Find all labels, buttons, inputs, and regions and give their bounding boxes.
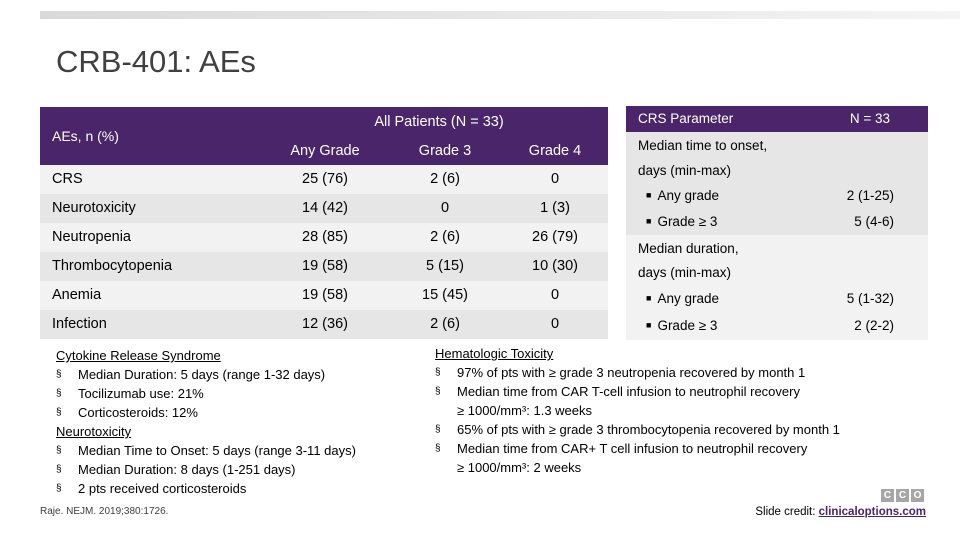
list-item-text: 2 pts received corticosteroids bbox=[78, 481, 247, 496]
col-header-grade-4: Grade 4 bbox=[528, 143, 582, 159]
list-item-text: 65% of pts with ≥ grade 3 thrombocytopenia recovered by month 1 bbox=[457, 422, 840, 437]
top-decorative-bar bbox=[40, 11, 960, 19]
credit-label: Slide credit: bbox=[755, 506, 819, 518]
crs-onset-any-value: 2 (1-25) bbox=[846, 188, 894, 203]
bullet-icon: § bbox=[435, 424, 441, 435]
table-cell: 1 (3) bbox=[540, 200, 570, 216]
crs-duration-g3 bbox=[646, 318, 717, 333]
bullet-icon: § bbox=[435, 386, 441, 397]
table-cell: 26 (79) bbox=[532, 229, 578, 245]
list-item bbox=[435, 439, 840, 458]
crs-onset-any bbox=[646, 188, 719, 203]
table-cell: 25 (76) bbox=[302, 171, 348, 187]
bullet-icon: § bbox=[56, 464, 62, 475]
ae-row-header: AEs, n (%) bbox=[52, 128, 119, 144]
list-item bbox=[435, 363, 840, 382]
table-cell: 5 (15) bbox=[426, 258, 464, 274]
logo-letter: C bbox=[881, 489, 894, 502]
crs-onset-g3-label: Grade ≥ 3 bbox=[657, 214, 718, 229]
table-row bbox=[40, 223, 608, 252]
table-cell: 0 bbox=[550, 316, 560, 332]
bullet-icon: § bbox=[435, 443, 441, 454]
table-cell: 15 (45) bbox=[422, 287, 468, 303]
crs-duration-any-value: 5 (1-32) bbox=[846, 291, 894, 306]
table-row bbox=[40, 281, 608, 310]
credit-link[interactable]: clinicaloptions.com bbox=[818, 506, 926, 518]
crs-duration-g3-label: Grade ≥ 3 bbox=[657, 318, 718, 333]
list-item-continuation: ≥ 1000/mm³: 1.3 weeks bbox=[457, 403, 593, 418]
table-cell: 0 bbox=[550, 171, 560, 187]
list-item-text: Median time from CAR T-cell infusion to neutrophil recovery bbox=[457, 384, 800, 399]
table-cell: 0 bbox=[440, 200, 450, 216]
table-cell: 12 (36) bbox=[302, 316, 348, 332]
crs-n-header: N = 33 bbox=[849, 111, 890, 126]
crs-duration-g3-value: 2 (2-2) bbox=[854, 318, 894, 333]
row-label: Anemia bbox=[52, 287, 102, 303]
list-item-text: Corticosteroids: 12% bbox=[78, 405, 198, 420]
table-cell: 2 (6) bbox=[430, 316, 460, 332]
list-item-text: Median Time to Onset: 5 days (range 3-11 days) bbox=[78, 443, 356, 458]
crs-duration-label-2: days (min-max) bbox=[638, 265, 732, 280]
table-row bbox=[40, 252, 608, 281]
crs-table bbox=[626, 106, 928, 340]
bullet-icon: ■ bbox=[646, 320, 652, 330]
crs-onset-any-label: Any grade bbox=[657, 188, 719, 203]
table-cell: 14 (42) bbox=[302, 200, 348, 216]
cco-logo bbox=[881, 489, 925, 502]
table-cell: 2 (6) bbox=[430, 229, 460, 245]
crs-notes-heading: Cytokine Release Syndrome bbox=[56, 348, 221, 363]
crs-duration-any bbox=[646, 291, 719, 306]
list-item-text: Median Duration: 8 days (1-251 days) bbox=[78, 462, 296, 477]
bullet-icon: ■ bbox=[646, 293, 652, 303]
crs-duration-label: Median duration, bbox=[638, 241, 739, 256]
bullet-icon: § bbox=[56, 388, 62, 399]
row-label: Infection bbox=[52, 316, 107, 332]
list-item bbox=[435, 420, 840, 439]
slide-title: CRB-401: AEs bbox=[56, 44, 256, 79]
ae-table bbox=[40, 107, 608, 339]
crs-onset-g3-value: 5 (4-6) bbox=[854, 214, 894, 229]
bullet-icon: § bbox=[435, 367, 441, 378]
crs-table-header bbox=[626, 106, 928, 132]
row-label: Neurotoxicity bbox=[52, 200, 136, 216]
crs-onset-g3 bbox=[646, 214, 717, 229]
table-cell: 19 (58) bbox=[302, 287, 348, 303]
right-notes bbox=[435, 344, 840, 477]
left-notes bbox=[56, 346, 356, 498]
list-item bbox=[56, 384, 356, 403]
ae-table-header bbox=[40, 107, 608, 165]
citation: Raje. NEJM. 2019;380:1726. bbox=[40, 506, 169, 517]
table-row bbox=[40, 165, 608, 194]
list-item bbox=[435, 382, 840, 401]
row-label: Thrombocytopenia bbox=[52, 258, 173, 274]
list-item-text: Median time from CAR+ T cell infusion to neutrophil recovery bbox=[457, 441, 808, 456]
heme-notes-heading: Hematologic Toxicity bbox=[435, 346, 554, 361]
list-item bbox=[56, 403, 356, 422]
bullet-icon: § bbox=[56, 483, 62, 494]
bullet-icon: ■ bbox=[646, 190, 652, 200]
list-item-text: Tocilizumab use: 21% bbox=[78, 386, 204, 401]
bullet-icon: § bbox=[56, 369, 62, 380]
table-row bbox=[40, 310, 608, 339]
neuro-notes-heading: Neurotoxicity bbox=[56, 424, 132, 439]
list-item-text: 97% of pts with ≥ grade 3 neutropenia recovered by month 1 bbox=[457, 365, 806, 380]
row-label: Neutropenia bbox=[52, 229, 131, 245]
crs-onset-label: Median time to onset, bbox=[638, 138, 768, 153]
bullet-icon: § bbox=[56, 407, 62, 418]
col-header-any-grade: Any Grade bbox=[290, 143, 360, 159]
table-cell: 2 (6) bbox=[430, 171, 460, 187]
list-item-text: Median Duration: 5 days (range 1-32 days) bbox=[78, 367, 326, 382]
crs-duration-any-label: Any grade bbox=[657, 291, 719, 306]
bullet-icon: § bbox=[56, 445, 62, 456]
crs-onset-label-2: days (min-max) bbox=[638, 163, 732, 178]
slide-credit bbox=[755, 506, 926, 518]
ae-group-header-label: All Patients (N = 33) bbox=[374, 114, 504, 130]
crs-param-header: CRS Parameter bbox=[638, 111, 734, 126]
list-item bbox=[56, 441, 356, 460]
table-row bbox=[40, 194, 608, 223]
logo-letter: C bbox=[896, 489, 909, 502]
list-item-continuation: ≥ 1000/mm³: 2 weeks bbox=[457, 460, 582, 475]
ae-group-header bbox=[270, 107, 608, 135]
list-item bbox=[56, 365, 356, 384]
table-cell: 10 (30) bbox=[532, 258, 578, 274]
bullet-icon: ■ bbox=[646, 216, 652, 226]
row-label: CRS bbox=[52, 171, 83, 187]
table-cell: 0 bbox=[550, 287, 560, 303]
col-header-grade-3: Grade 3 bbox=[418, 143, 472, 159]
table-cell: 28 (85) bbox=[302, 229, 348, 245]
table-cell: 19 (58) bbox=[302, 258, 348, 274]
logo-letter: O bbox=[911, 489, 924, 502]
list-item bbox=[56, 479, 356, 498]
list-item bbox=[56, 460, 356, 479]
